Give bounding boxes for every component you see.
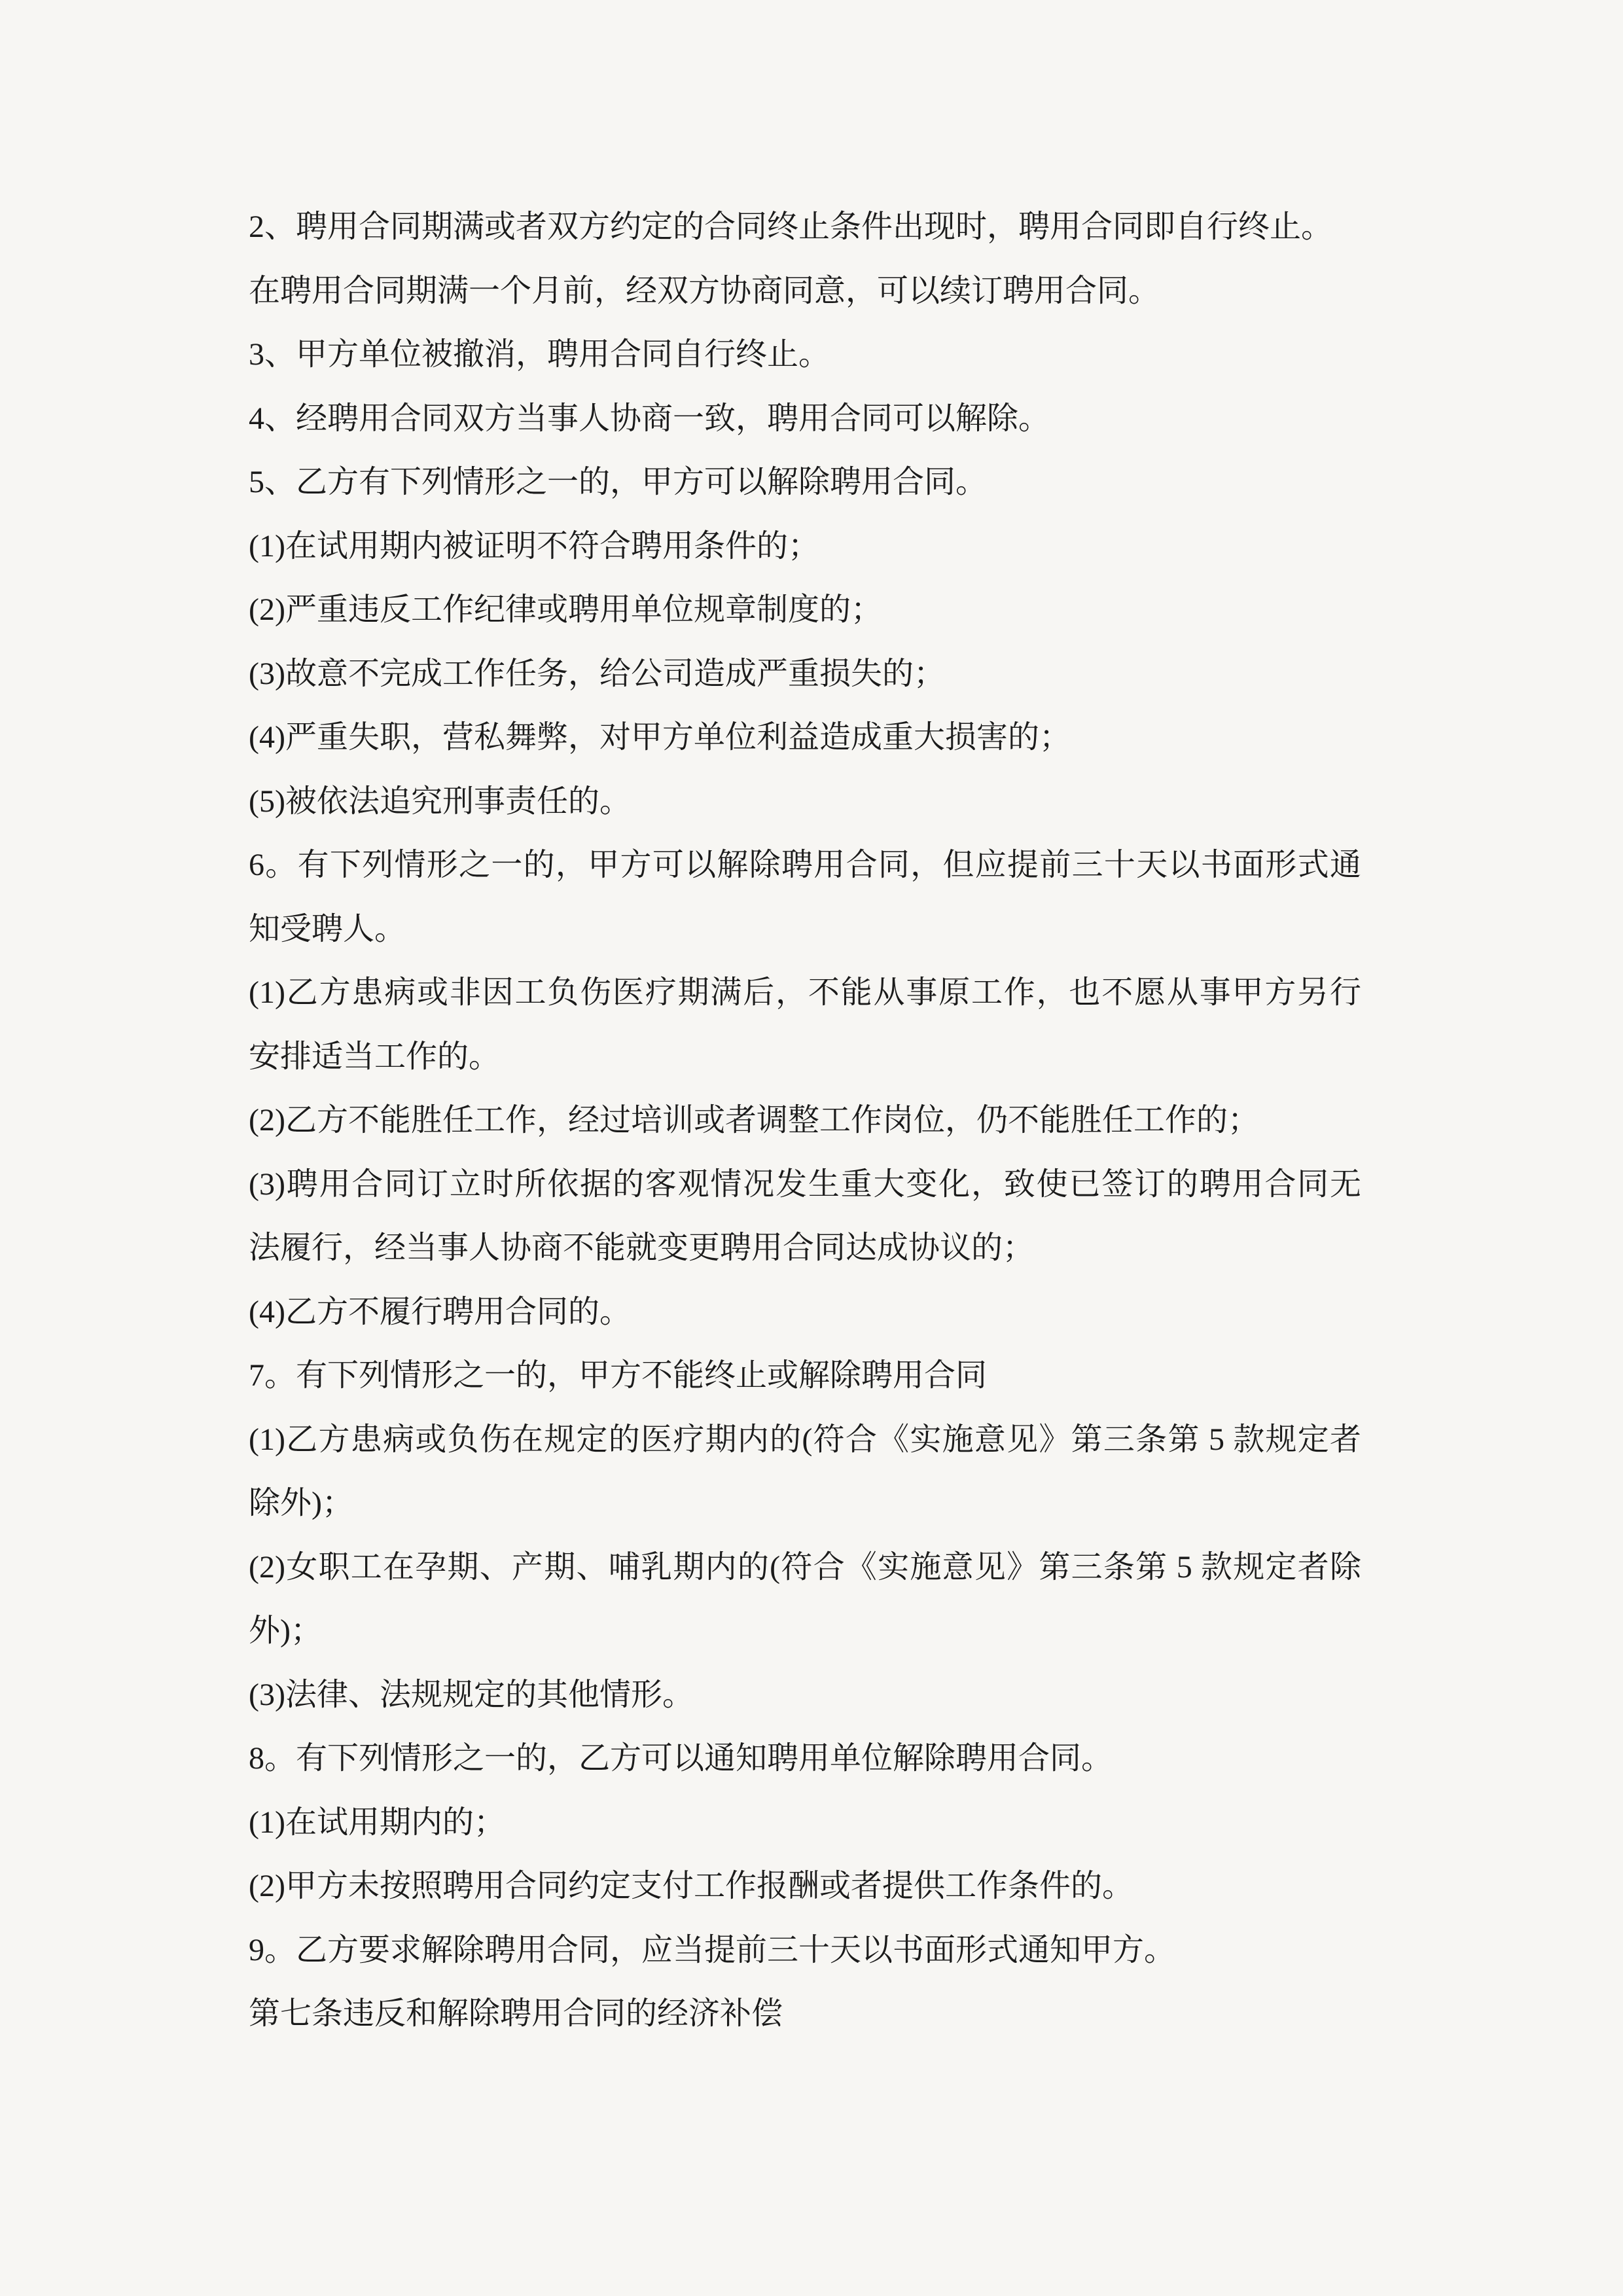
text-line: (4)乙方不履行聘用合同的。 bbox=[249, 1294, 631, 1329]
text-line: 6。有下列情形之一的，甲方可以解除聘用合同，但应提前三十天以书面形式通 bbox=[249, 848, 1361, 882]
text-line: 在聘用合同期满一个月前，经双方协商同意，可以续订聘用合同。 bbox=[249, 273, 1160, 308]
text-line: (3)聘用合同订立时所依据的客观情况发生重大变化，致使已签订的聘用合同无 bbox=[249, 1166, 1361, 1202]
text-line: 9。乙方要求解除聘用合同，应当提前三十天以书面形式通知甲方。 bbox=[249, 1932, 1176, 1967]
text-line: 第七条违反和解除聘用合同的经济补偿 bbox=[249, 1996, 783, 2031]
text-line: 安排适当工作的。 bbox=[249, 1039, 501, 1074]
text-line: 外)； bbox=[249, 1613, 322, 1648]
text-line: 7。有下列情形之一的，甲方不能终止或解除聘用合同 bbox=[249, 1358, 988, 1393]
text-line: (2)严重违反工作纪律或聘用单位规章制度的； bbox=[249, 592, 882, 627]
text-line: 4、经聘用合同双方当事人协商一致，聘用合同可以解除。 bbox=[249, 401, 1050, 436]
text-line: 3、甲方单位被撤消，聘用合同自行终止。 bbox=[249, 337, 830, 372]
text-line: 5、乙方有下列情形之一的，甲方可以解除聘用合同。 bbox=[249, 465, 988, 499]
text-line: 8。有下列情形之一的，乙方可以通知聘用单位解除聘用合同。 bbox=[249, 1741, 1113, 1776]
text-line: (1)乙方患病或负伤在规定的医疗期内的(符合《实施意见》第三条第 5 款规定者 bbox=[249, 1422, 1361, 1457]
contract-text-block bbox=[249, 195, 1361, 2046]
text-line: 知受聘人。 bbox=[249, 911, 406, 946]
text-line: (2)乙方不能胜任工作，经过培训或者调整工作岗位，仍不能胜任工作的； bbox=[249, 1103, 1259, 1138]
text-line: (1)乙方患病或非因工负伤医疗期满后，不能从事原工作，也不愿从事甲方另行 bbox=[249, 975, 1361, 1010]
text-line: (2)女职工在孕期、产期、哺乳期内的(符合《实施意见》第三条第 5 款规定者除 bbox=[249, 1549, 1361, 1585]
text-line: (1)在试用期内的； bbox=[249, 1804, 505, 1840]
text-line: (5)被依法追究刑事责任的。 bbox=[249, 783, 631, 819]
text-line: (4)严重失职，营私舞弊，对甲方单位利益造成重大损害的； bbox=[249, 720, 1071, 755]
text-line: 除外)； bbox=[249, 1486, 353, 1520]
text-line: (2)甲方未按照聘用合同约定支付工作报酬或者提供工作条件的。 bbox=[249, 1869, 1133, 1903]
text-line: (3)法律、法规规定的其他情形。 bbox=[249, 1677, 694, 1712]
text-line: 2、聘用合同期满或者双方约定的合同终止条件出现时，聘用合同即自行终止。 bbox=[249, 209, 1333, 244]
text-line: (1)在试用期内被证明不符合聘用条件的； bbox=[249, 528, 819, 564]
text-line: (3)故意不完成工作任务，给公司造成严重损失的； bbox=[249, 656, 945, 691]
text-line: 法履行，经当事人协商不能就变更聘用合同达成协议的； bbox=[249, 1230, 1035, 1265]
